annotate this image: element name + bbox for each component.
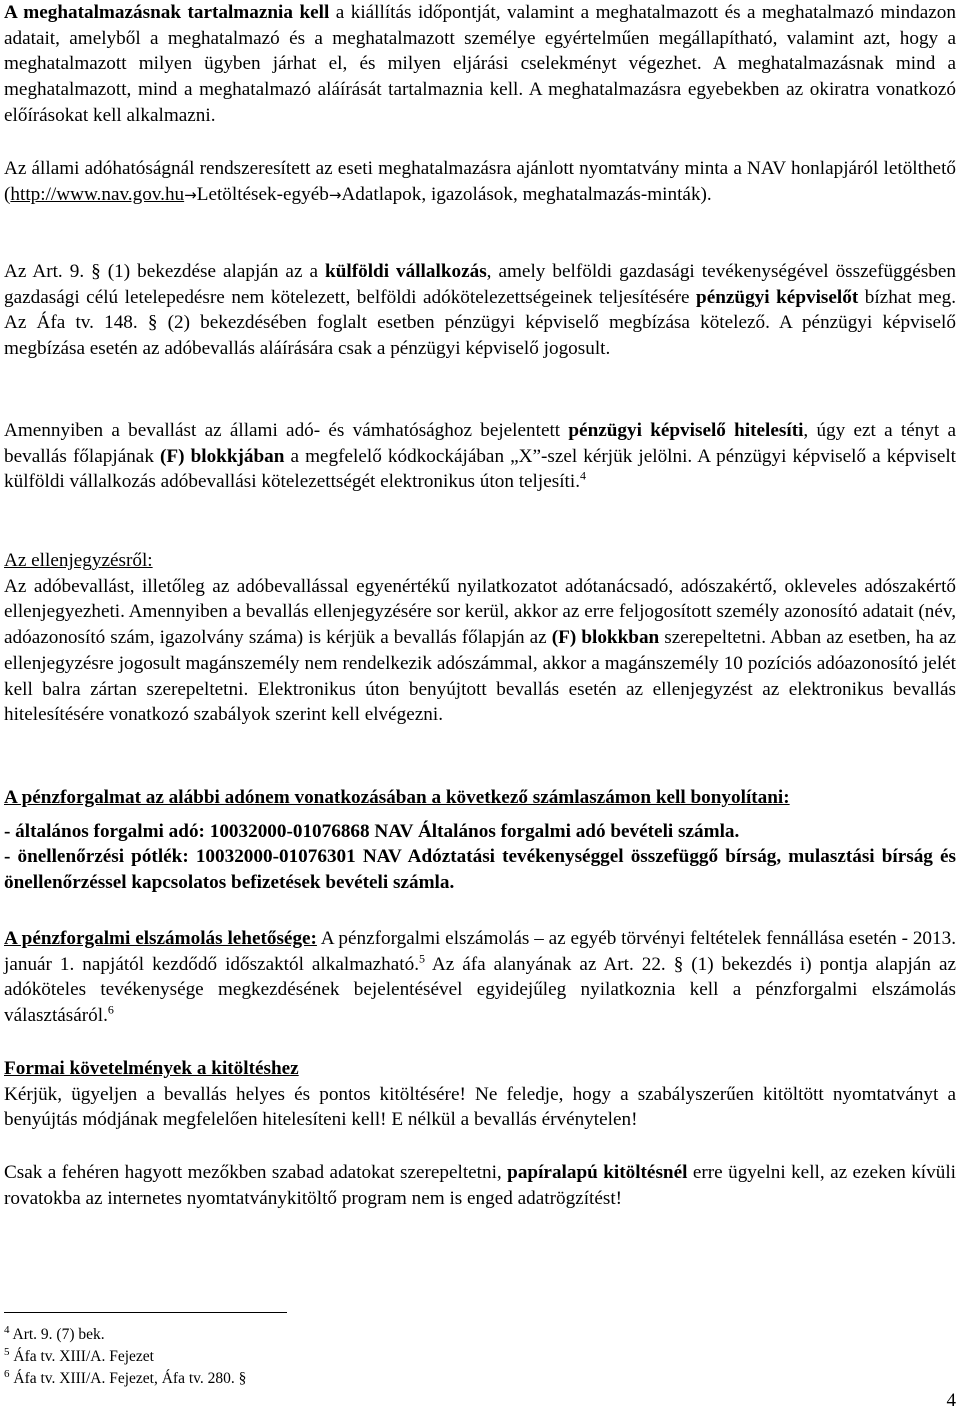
paragraph-text: Az állami adóhatóságnál rendszeresített az eseti meghatalmazásra ajánlott nyomtatvány minta a NAV honlapjáról letölthető (	[4, 158, 956, 205]
paragraph-penzforgalmi-elszamolas	[4, 926, 956, 1029]
bold-text: (F) blokkban	[551, 627, 660, 649]
paragraph-szamlaszamok	[4, 785, 956, 896]
paragraph-hitelesites	[4, 418, 956, 495]
paragraph-text: Csak a fehéren hagyott mezőkben szabad adatokat szerepeltetni,	[4, 1162, 508, 1183]
paragraph-nav-minta	[4, 156, 956, 208]
paragraph-text: ).	[700, 183, 712, 205]
paragraph-penzugyi-kepviselo	[4, 259, 956, 362]
bold-text: pénzügyi képviselőt	[696, 286, 859, 308]
paragraph-text: Az áfa alanyának az Art. 22. § (1) bekezdés i) pontja alapján az adóköteles tevékenysége megkezdésének bejelentésével egyidejűleg nyilatkoznia kell a pénzforgalmi elszámolás választásáról.	[4, 953, 956, 1027]
bold-text: (F) blokkjában	[160, 445, 285, 467]
paragraph-text: Amennyiben a bevallást az állami adó- és vámhatósághoz bejelentett	[4, 420, 569, 441]
bold-lead: A meghatalmazásnak tartalmaznia kell	[4, 2, 330, 23]
paragraph-formai-kovetelmenyek	[4, 1056, 956, 1133]
paragraph-text: Az adóbevallást, illetőleg az adóbevallással egyenértékű nyilatkozatot adótanácsadó, adószakértő, okleveles adószakértő ellenjegyezheti. Amennyiben a bevallás ellenjegyzésére sor kerül, akkor az erre feljogosított személy azonosító adatait (név, adóazonosító szám, igazolvány száma) is kérjük a bevallás főlapján az	[4, 575, 956, 649]
paragraph-ellenjegyzes	[4, 548, 956, 728]
paragraph-text: bízhat meg. Az Áfa tv. 148. § (2) bekezdésében foglalt esetben pénzügyi képviselő megbízása kötelező. A pénzügyi képviselő megbízása esetén az adóbevallás aláírására csak a pénzügyi képviselő jogosult.	[4, 286, 956, 360]
bold-text: külföldi vállalkozás	[325, 261, 487, 282]
footnote-ref[interactable]: 4	[580, 469, 586, 484]
paragraph-text: , amely belföldi gazdasági tevékenységével összefüggésben gazdasági célú letelepedésre nem kötelezett, belföldi adókötelezettségeinek teljesítésére	[4, 261, 956, 308]
footnote-number: 4	[4, 1323, 10, 1336]
footnote-5	[4, 1346, 154, 1367]
paragraph-text: erre ügyelni kell, az ezeken kívüli rovatokba az internetes nyomtatványkitöltő program nem is enged adatrögzítést!	[4, 1162, 956, 1209]
nav-path-2: Adatlapok, igazolások, meghatalmazás-minták	[341, 183, 701, 205]
footnote-4	[4, 1324, 105, 1345]
bold-text: papíralapú kitöltésnél	[507, 1162, 688, 1183]
footnote-text: Art. 9. (7) bek.	[9, 1326, 105, 1343]
footnote-6	[4, 1368, 246, 1389]
paragraph-text: a megfelelő kódkockájában „X”-szel kérjük jelölni. A pénzügyi képviselő a képviselt külföldi vállalkozás adóbevallási kötelezettségét elektronikus úton teljesíti.	[4, 445, 956, 493]
section-heading: A pénzforgalmat az alábbi adónem vonatkozásában a következő számlaszámon kell bonyolítani:	[4, 787, 790, 808]
section-heading: A pénzforgalmi elszámolás lehetősége:	[4, 928, 317, 949]
account-line-afa: - általános forgalmi adó: 10032000-01076868 NAV Általános forgalmi adó bevételi számla.	[4, 820, 740, 842]
paragraph-text: szerepeltetni. Abban az esetben, ha az ellenjegyzésre jogosult magánszemély nem rendelkezik adószámmal, akkor a magánszemély 10 pozíciós adóazonosító jelét kell balra zártan szerepeltetni. Elektronikus úton benyújtott bevallás esetén az ellenjegyzést az elektronikus bevallás hitelesítésére vonatkozó szabályok szerint kell elvégezni.	[4, 627, 956, 726]
arrow-right-icon: →	[184, 185, 197, 204]
footnote-separator	[4, 1312, 287, 1313]
bold-text: pénzügyi képviselő hitelesíti	[568, 420, 804, 441]
nav-path-1: Letöltések-egyéb	[196, 183, 329, 205]
paragraph-meghatalmazas-tartalma	[4, 0, 956, 129]
footnote-ref[interactable]: 6	[107, 1002, 114, 1017]
paragraph-text: a kiállítás időpontját, valamint a meghatalmazott és a meghatalmazó mindazon adatait, amelyből a meghatalmazó és a meghatalmazott személye egyértelműen megállapítható, valamint azt, hogy a meghatalmazott milyen ügyben járhat el, és milyen eljárási cselekményt végezhet. A meghatalmazásnak mind a meghatalmazott, mind a meghatalmazó aláírását tartalmaznia kell. A meghatalmazásra egyebekben az okiratra vonatkozó előírásokat kell alkalmazni.	[4, 2, 956, 126]
paragraph-kitoltes	[4, 1160, 956, 1211]
page-number: 4	[946, 1390, 956, 1411]
paragraph-text: Kérjük, ügyeljen a bevallás helyes és pontos kitöltésére! Ne feledje, hogy a szabályszerűen kitöltött nyomtatványt a benyújtás módjának megfelelően hitelesíteni kell! E nélkül a bevallás érvénytelen!	[4, 1083, 956, 1131]
arrow-right-icon: →	[328, 185, 342, 204]
account-line-onellenorzes: - önellenőrzési pótlék: 10032000-01076301 NAV Adóztatási tevékenységgel összefüggő bírság, mulasztási bírság és önellenőrzéssel kapcsolatos befizetések bevételi számla.	[4, 846, 956, 894]
section-heading: Formai követelmények a kitöltéshez	[4, 1058, 299, 1079]
footnote-text: Áfa tv. XIII/A. Fejezet, Áfa tv. 280. §	[9, 1370, 247, 1387]
footnote-number: 5	[4, 1345, 10, 1358]
paragraph-text: Az Art. 9. § (1) bekezdése alapján az a	[4, 261, 326, 282]
footnote-number: 6	[4, 1367, 10, 1380]
footnote-text: Áfa tv. XIII/A. Fejezet	[9, 1348, 154, 1365]
footnote-ref[interactable]: 5	[419, 951, 425, 966]
paragraph-text: A pénzforgalmi elszámolás – az egyéb törvényi feltételek fennállása esetén - 2013. január 1. napjától kezdődő időszaktól alkalmazható.	[4, 928, 957, 975]
section-heading: Az ellenjegyzésről:	[4, 550, 153, 571]
paragraph-text: , úgy ezt a tényt a bevallás főlapjának	[4, 420, 957, 467]
nav-link[interactable]: http://www.nav.gov.hu	[10, 183, 185, 205]
